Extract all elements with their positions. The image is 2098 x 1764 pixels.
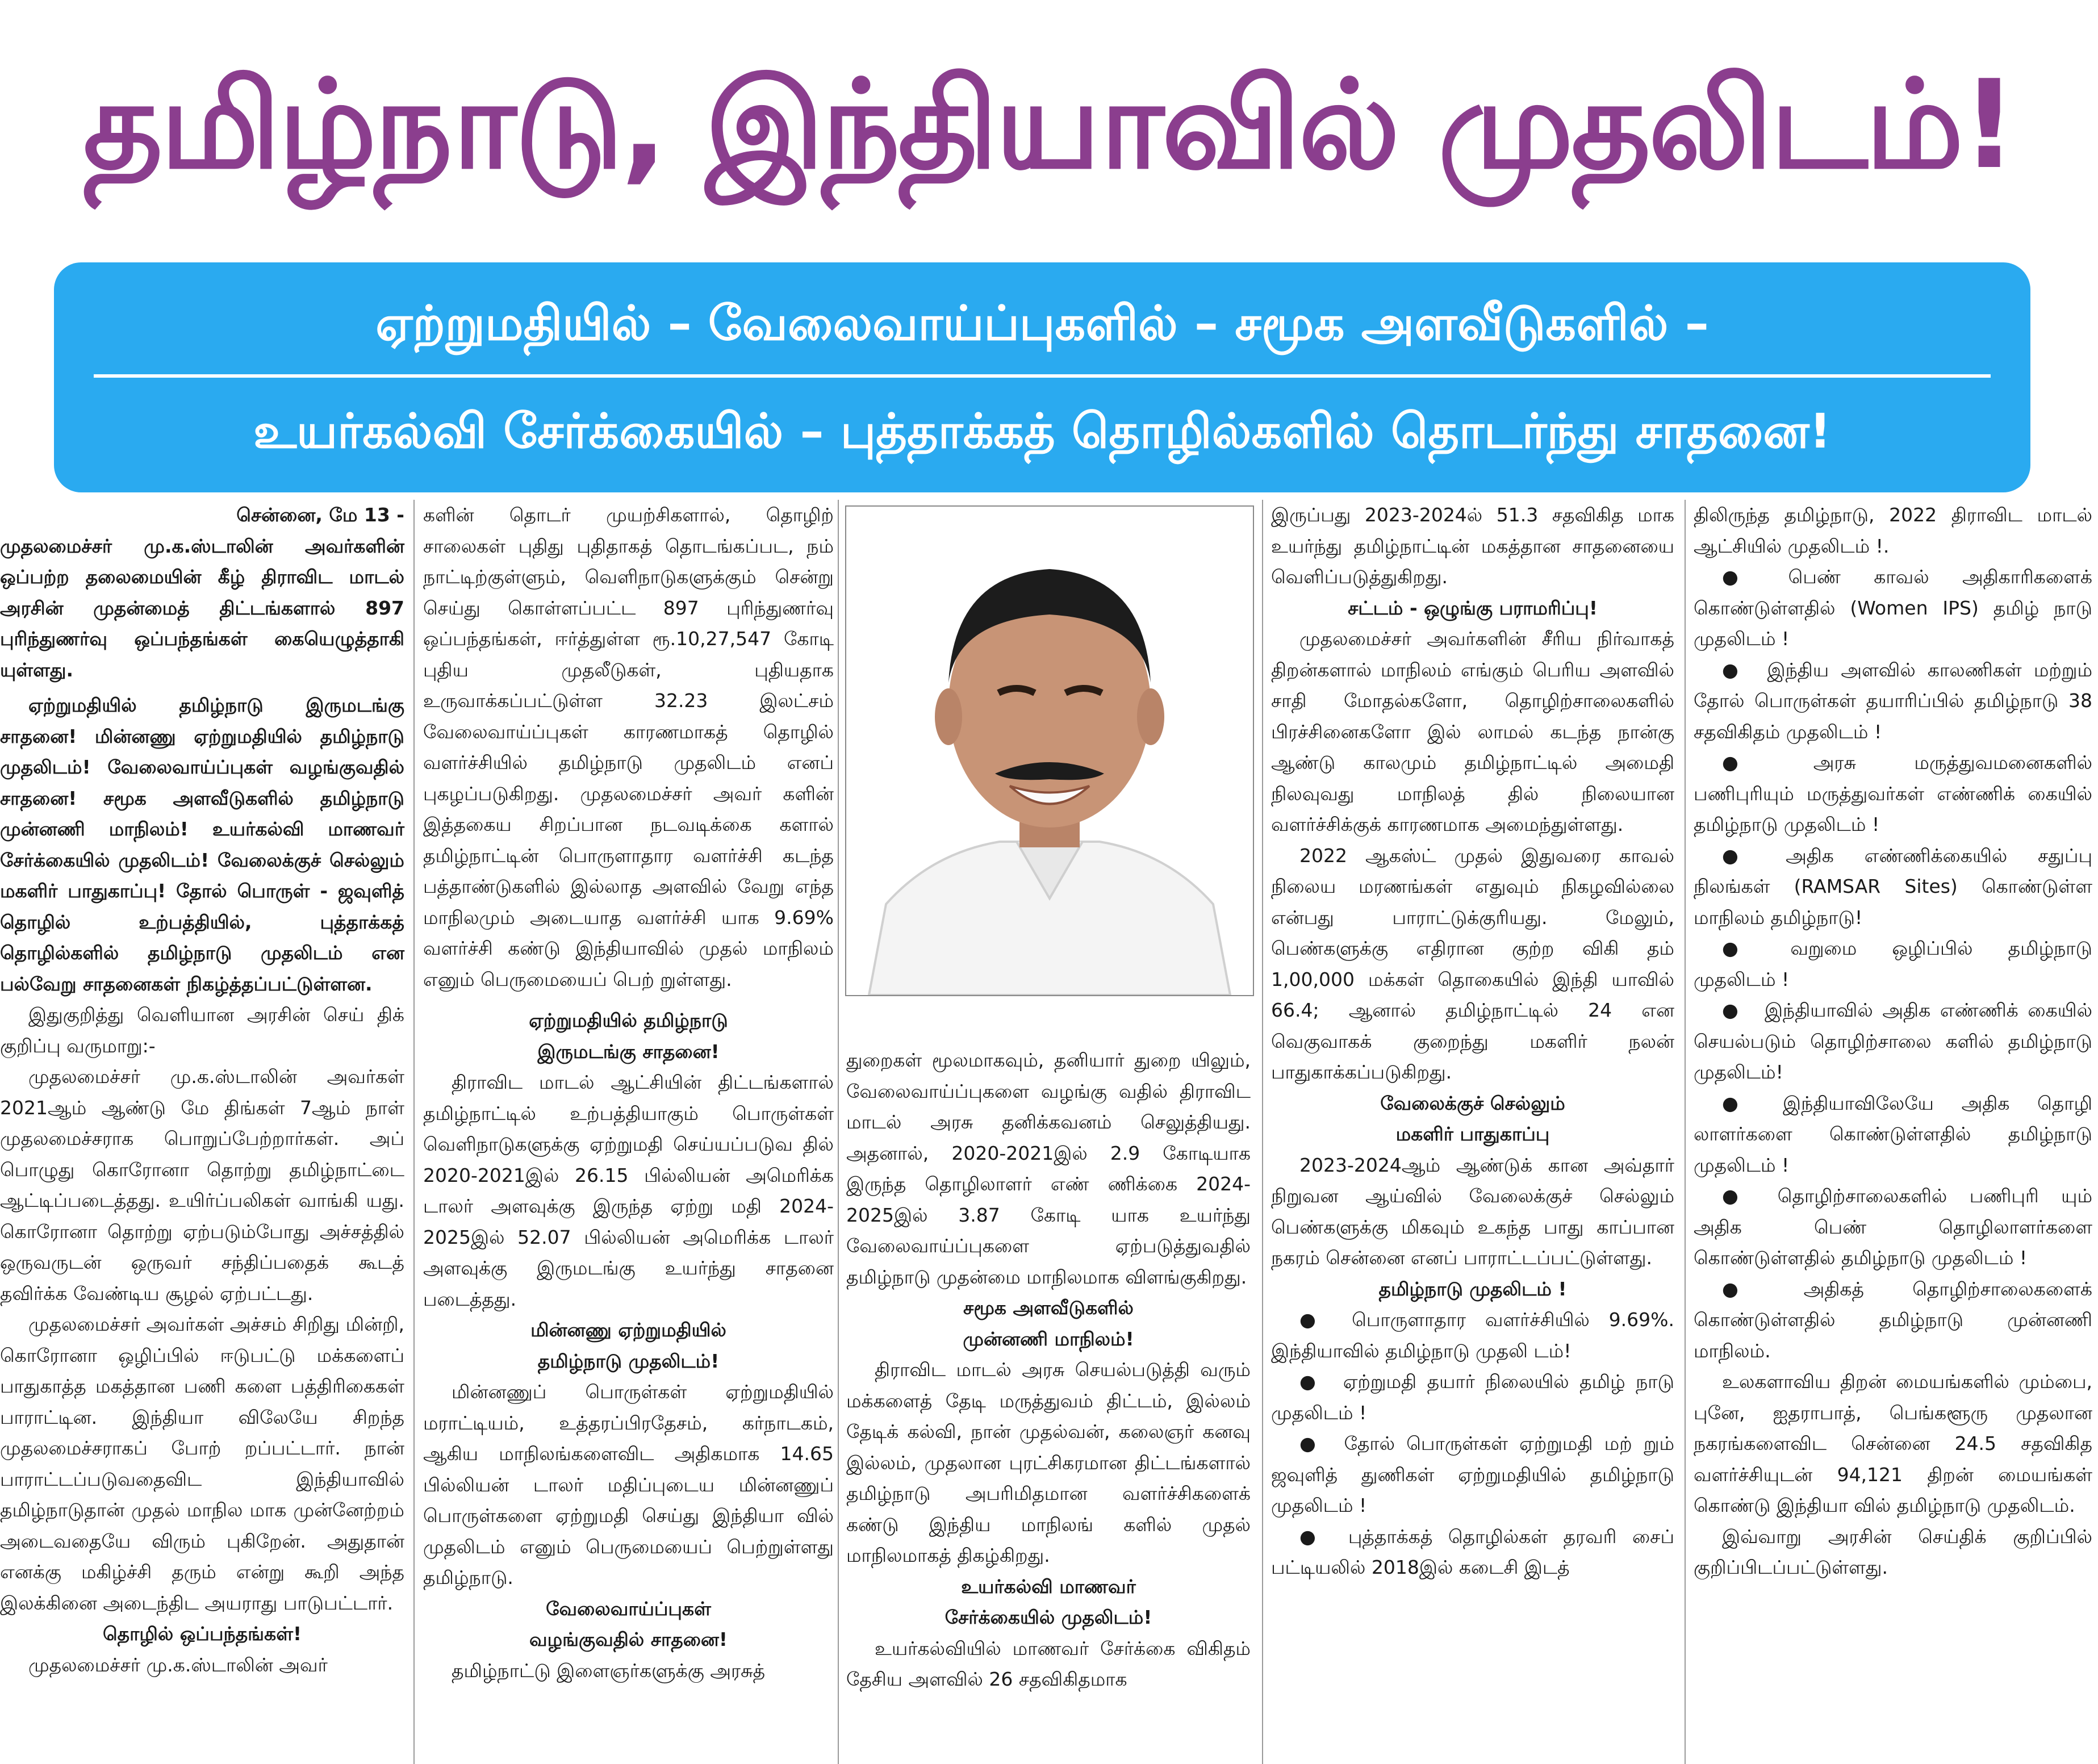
lead-paragraph: முதலமைச்சர் மு.க.ஸ்டாலின் அவர்களின் ஒப்பற்ற தலைமையின் கீழ் திராவிட மாடல் அரசின் முதன்மைத் திட்டங்களால் 897 புரிந்துணர்வு ஒப்பந்தங்கள் கையெழுத்தாகி யுள்ளது. xyxy=(0,534,404,681)
body-paragraph: களின் தொடர் முயற்சிகளால், தொழிற் சாலைகள் புதிது புதிதாகத் தொடங்கப்பட, நம் நாட்டிற்குள்ளும், வெளிநாடுகளுக்கும் சென்று செய்து கொள்ளப்பட்ட 897 புரிந்துணர்வு ஒப்பந்தங்கள், ஈர்த்துள்ள ரூ.10,27,547 கோடி புதிய முதலீடுகள், புதியதாக உருவாக்கப்பட்டுள்ள 32.23 இலட்சம் வேலைவாய்ப்புகள் காரணமாகத் தொழில் வளர்ச்சியில் தமிழ்நாடு முதலிடம் எனப் புகழப்படுகிறது. முதலமைச்சர் அவர் களின் இத்தகைய சிறப்பான நடவடிக்கை களால் தமிழ்நாட்டின் பொருளாதார வளர்ச்சி கடந்த பத்தாண்டுகளில் இல்லாத அளவில் வேறு எந்த மாநிலமும் அடையாத வளர்ச்சி யாக 9.69% வளர்ச்சி கண்டு இந்தியாவில் முதல் மாநிலம் எனும் பெருமையைப் பெற் றுள்ளது. xyxy=(423,504,834,990)
bullet-item: ● புத்தாக்கத் தொழில்கள் தரவரி சைப் பட்டியலில் 2018இல் கடைசி இடத் xyxy=(1271,1521,1674,1583)
bullet-item: ● தோல் பொருள்கள் ஏற்றுமதி மற் றும் ஜவுளித் துணிகள் ஏற்றுமதியில் தமிழ்நாடு முதலிடம் ! xyxy=(1271,1428,1674,1521)
summary-paragraph: ஏற்றுமதியில் தமிழ்நாடு இருமடங்கு சாதனை! மின்னணு ஏற்றுமதியில் தமிழ்நாடு முதலிடம்! வேலைவாய்ப்புகள் வழங்குவதில் சாதனை! சமூக அளவீடுகளில் தமிழ்நாடு முன்னணி மாநிலம்! உயர்கல்வி மாணவர் சேர்க்கையில் முதலிடம்! வேலைக்குச் செல்லும் மகளிர் பாதுகாப்பு! தோல் பொருள் - ஜவுளித் தொழில் உற்பத்தியில், புத்தாக்கத் தொழில்களில் தமிழ்நாடு முதலிடம் என பல்வேறு சாதனைகள் நிகழ்த்தப்பட்டுள்ளன. xyxy=(0,694,404,995)
bullet-item: ● இந்தியாவில் அதிக எண்ணிக் கையில் செயல்படும் தொழிற்சாலை களில் தமிழ்நாடு முதலிடம்! xyxy=(1694,995,2092,1088)
body-paragraph: 2022 ஆகஸ்ட் முதல் இதுவரை காவல் நிலைய மரணங்கள் எதுவும் நிகழவில்லை என்பது பாராட்டுக்குரியது. மேலும், பெண்களுக்கு எதிரான குற்ற விகி தம் 1,00,000 மக்கள் தொகையில் இந்தி யாவில் 66.4; ஆனால் தமிழ்நாட்டில் 24 என வெகுவாகக் குறைந்து மகளிர் நலன் பாதுகாக்கப்படுகிறது. xyxy=(1271,844,1674,1083)
banner-line-2: உயர்கல்வி சேர்க்கையில் – புத்தாக்கத் தொழில்களில் தொடர்ந்து சாதனை! xyxy=(253,403,1832,459)
body-paragraph: முதலமைச்சர் அவர்கள் அச்சம் சிறிது மின்றி, கொரோனா ஒழிப்பில் ஈடுபட்டு மக்களைப் பாதுகாத்த மகத்தான பணி களை பத்திரிகைகள் பாராட்டின. இந்தியா விலேயே சிறந்த முதலமைச்சராகப் போற் றப்பட்டார். நான் பாராட்டப்படுவதைவிட இந்தியாவில் தமிழ்நாடுதான் முதல் மாநில மாக முன்னேற்றம் அடைவதையே விரும் புகிறேன். அதுதான் எனக்கு மகிழ்ச்சி தரும் என்று கூறி அந்த இலக்கினை அடைந்திட அயராது பாடுபட்டார். xyxy=(0,1313,404,1614)
section-heading: வேலைவாய்ப்புகள் xyxy=(546,1597,711,1620)
section-heading: சட்டம் - ஒழுங்கு பராமரிப்பு! xyxy=(1348,596,1598,619)
body-paragraph: இதுகுறித்து வெளியான அரசின் செய் திக் குறிப்பு வருமாறு:- xyxy=(0,1004,404,1057)
portrait-photo-icon xyxy=(846,507,1253,995)
dateline: சென்னை, மே 13 - xyxy=(236,504,404,526)
body-paragraph: 2023-2024ஆம் ஆண்டுக் கான அவ்தார் நிறுவன ஆய்வில் வேலைக்குச் செல்லும் பெண்களுக்கு மிகவும் உகந்த பாது காப்பான நகரம் சென்னை எனப் பாராட்டப்பட்டுள்ளது. xyxy=(1271,1153,1674,1269)
body-paragraph: திலிருந்த தமிழ்நாடு, 2022 திராவிட மாடல் ஆட்சியில் முதலிடம் !. xyxy=(1694,504,2092,557)
section-heading: தமிழ்நாடு முதலிடம்! xyxy=(537,1349,720,1372)
bullet-item: ● இந்தியாவிலேயே அதிக தொழி லாளர்களை கொண்டுள்ளதில் தமிழ்நாடு முதலிடம் ! xyxy=(1694,1088,2092,1181)
section-heading: சேர்க்கையில் முதலிடம்! xyxy=(944,1606,1152,1628)
body-paragraph: இருப்பது 2023-2024ல் 51.3 சதவிகித மாக உயர்ந்து தமிழ்நாட்டின் மகத்தான சாதனையை வெளிப்படுத்துகிறது. xyxy=(1271,504,1674,588)
bullet-item: ● பெண் காவல் அதிகாரிகளைக் கொண்டுள்ளதில் (Women IPS) தமிழ் நாடு முதலிடம் ! xyxy=(1694,562,2092,655)
section-heading: உயர்கல்வி மாணவர் xyxy=(961,1575,1136,1598)
body-paragraph: திராவிட மாடல் அரசு செயல்படுத்தி வரும் மக்களைத் தேடி மருத்துவம் திட்டம், இல்லம் தேடிக் கல்வி, நான் முதல்வன், கலைஞர் கனவு இல்லம், முதலான புரட்சிகரமான திட்டங்களால் தமிழ்நாடு அபரிமிதமான வளர்ச்சிகளைக் கண்டு இந்திய மாநிலங் களில் முதல் மாநிலமாகத் திகழ்கிறது. xyxy=(846,1358,1251,1566)
bullet-item: ● தொழிற்சாலைகளில் பணிபுரி யும் அதிக பெண் தொழிலாளர்களை கொண்டுள்ளதில் தமிழ்நாடு முதலிடம் ! xyxy=(1694,1181,2092,1274)
body-paragraph: மின்னணுப் பொருள்கள் ஏற்றுமதியில் மராட்டியம், உத்தரப்பிரதேசம், கர்நாடகம், ஆகிய மாநிலங்களைவிட அதிகமாக 14.65 பில்லியன் டாலர் மதிப்புடைய மின்னணுப் பொருள்களை ஏற்றுமதி செய்து இந்தியா வில் முதலிடம் எனும் பெருமையைப் பெற்றுள்ளது தமிழ்நாடு. xyxy=(423,1381,834,1589)
column-divider xyxy=(838,500,839,1764)
bullet-item: ● பொருளாதார வளர்ச்சியில் 9.69%. இந்தியாவில் தமிழ்நாடு முதலி டம்! xyxy=(1271,1305,1674,1366)
section-heading: மின்னணு ஏற்றுமதியில் xyxy=(530,1319,726,1341)
bullet-item: ● இந்திய அளவில் காலணிகள் மற்றும் தோல் பொருள்கள் தயாரிப்பில் தமிழ்நாடு 38 சதவிகிதம் முதலிடம் ! xyxy=(1694,655,2092,748)
bullet-item: ● அதிக எண்ணிக்கையில் சதுப்பு நிலங்கள் (RAMSAR Sites) கொண்டுள்ள மாநிலம் தமிழ்நாடு! xyxy=(1694,841,2092,934)
bullet-item: ● அதிகத் தொழிற்சாலைகளைக் கொண்டுள்ளதில் தமிழ்நாடு முன்னணி மாநிலம். xyxy=(1694,1274,2092,1367)
bullet-item: ● அரசு மருத்துவமனைகளில் பணிபுரியும் மருத்துவர்கள் எண்ணிக் கையில் தமிழ்நாடு முதலிடம் ! xyxy=(1694,747,2092,841)
section-heading: ஏற்றுமதியில் தமிழ்நாடு xyxy=(529,1009,728,1031)
body-paragraph: உயர்கல்வியில் மாணவர் சேர்க்கை விகிதம் தேசிய அளவில் 26 சதவிகிதமாக xyxy=(846,1637,1251,1690)
body-paragraph: திராவிட மாடல் ஆட்சியின் திட்டங்களால் தமிழ்நாட்டில் உற்பத்தியாகும் பொருள்கள் வெளிநாடுகளுக்கு ஏற்றுமதி செய்யப்படுவ தில் 2020-2021இல் 26.15 பில்லியன் அமெரிக்க டாலர் அளவுக்கு இருந்த ஏற்று மதி 2024-2025இல் 52.07 பில்லியன் அமெரிக்க டாலர் அளவுக்கு இருமடங்கு உயர்ந்து சாதனை படைத்தது. xyxy=(423,1071,834,1310)
body-paragraph: இவ்வாறு அரசின் செய்திக் குறிப்பில் குறிப்பிடப்பட்டுள்ளது. xyxy=(1694,1525,2092,1578)
subheading-banner xyxy=(54,262,2030,492)
headline: தமிழ்நாடு, இந்தியாவில் முதலிடம்! xyxy=(83,53,2015,196)
portrait-photo xyxy=(845,505,1254,996)
column-5 xyxy=(1694,500,2092,1583)
section-heading: தமிழ்நாடு முதலிடம் ! xyxy=(1378,1277,1567,1300)
section-heading: இருமடங்கு சாதனை! xyxy=(537,1040,720,1063)
banner-divider xyxy=(94,374,1991,378)
section-heading: மகளிர் பாதுகாப்பு xyxy=(1395,1123,1550,1145)
body-paragraph: முதலமைச்சர் மு.க.ஸ்டாலின் அவர்கள் 2021ஆம் ஆண்டு மே திங்கள் 7ஆம் நாள் முதலமைச்சராக பொறுப்பேற்றார்கள். அப் பொழுது கொரோனா தொற்று தமிழ்நாட்டை ஆட்டிப்படைத்தது. உயிர்ப்பலிகள் வாங்கி யது. கொரோனா தொற்று ஏற்படும்போது அச்சத்தில் ஒருவருடன் ஒருவர் சந்திப்பதைக் கூடத் தவிர்க்க வேண்டிய சூழல் ஏற்பட்டது. xyxy=(0,1065,404,1305)
column-divider xyxy=(1685,500,1686,1764)
body-paragraph: உலகளாவிய திறன் மையங்களில் மும்பை, புனே, ஐதராபாத், பெங்களூரு முதலான நகரங்களைவிட சென்னை 24.5 சதவிகித வளர்ச்சியுடன் 94,121 திறன் மையங்கள் கொண்டு இந்தியா வில் தமிழ்நாடு முதலிடம். xyxy=(1694,1370,2092,1516)
section-heading: தொழில் ஒப்பந்தங்கள்! xyxy=(102,1623,302,1645)
section-heading: முன்னணி மாநிலம்! xyxy=(963,1327,1134,1350)
banner-line-1: ஏற்றுமதியில் – வேலைவாய்ப்புகளில் – சமூக அளவீடுகளில் – xyxy=(375,295,1709,351)
column-1 xyxy=(0,500,404,1681)
column-3 xyxy=(846,1045,1251,1695)
bullet-item: ● வறுமை ஒழிப்பில் தமிழ்நாடு முதலிடம் ! xyxy=(1694,933,2092,995)
column-divider xyxy=(1262,500,1263,1764)
body-paragraph: முதலமைச்சர் மு.க.ஸ்டாலின் அவர் xyxy=(28,1653,328,1676)
section-heading: சமூக அளவீடுகளில் xyxy=(963,1297,1134,1319)
column-2 xyxy=(423,500,834,1686)
column-divider xyxy=(413,500,415,1764)
column-4 xyxy=(1271,500,1674,1583)
body-paragraph: துறைகள் மூலமாகவும், தனியார் துறை யிலும், வேலைவாய்ப்புகளை வழங்கு வதில் திராவிட மாடல் அரசு தனிக்கவனம் செலுத்தியது. அதனால், 2020-2021இல் 2.9 கோடியாக இருந்த தொழிலாளர் எண் ணிக்கை 2024-2025இல் 3.87 கோடி யாக உயர்ந்து வேலைவாய்ப்புகளை ஏற்படுத்துவதில் தமிழ்நாடு முதன்மை மாநிலமாக விளங்குகிறது. xyxy=(846,1049,1251,1288)
section-heading: வழங்குவதில் சாதனை! xyxy=(529,1628,728,1650)
section-heading: வேலைக்குச் செல்லும் xyxy=(1380,1092,1565,1114)
bullet-item: ● ஏற்றுமதி தயார் நிலையில் தமிழ் நாடு முதலிடம் ! xyxy=(1271,1366,1674,1428)
body-paragraph: முதலமைச்சர் அவர்களின் சீரிய நிர்வாகத் திறன்களால் மாநிலம் எங்கும் பெரிய அளவில் சாதி மோதல்களோ, தொழிற்சாலைகளில் பிரச்சினைகளோ இல் லாமல் கடந்த நான்கு ஆண்டு காலமும் தமிழ்நாட்டில் அமைதி நிலவுவது மாநிலத் தில் நிலையான வளர்ச்சிக்குக் காரணமாக அமைந்துள்ளது. xyxy=(1271,628,1674,835)
body-paragraph: தமிழ்நாட்டு இளைஞர்களுக்கு அரசுத் xyxy=(452,1659,766,1682)
